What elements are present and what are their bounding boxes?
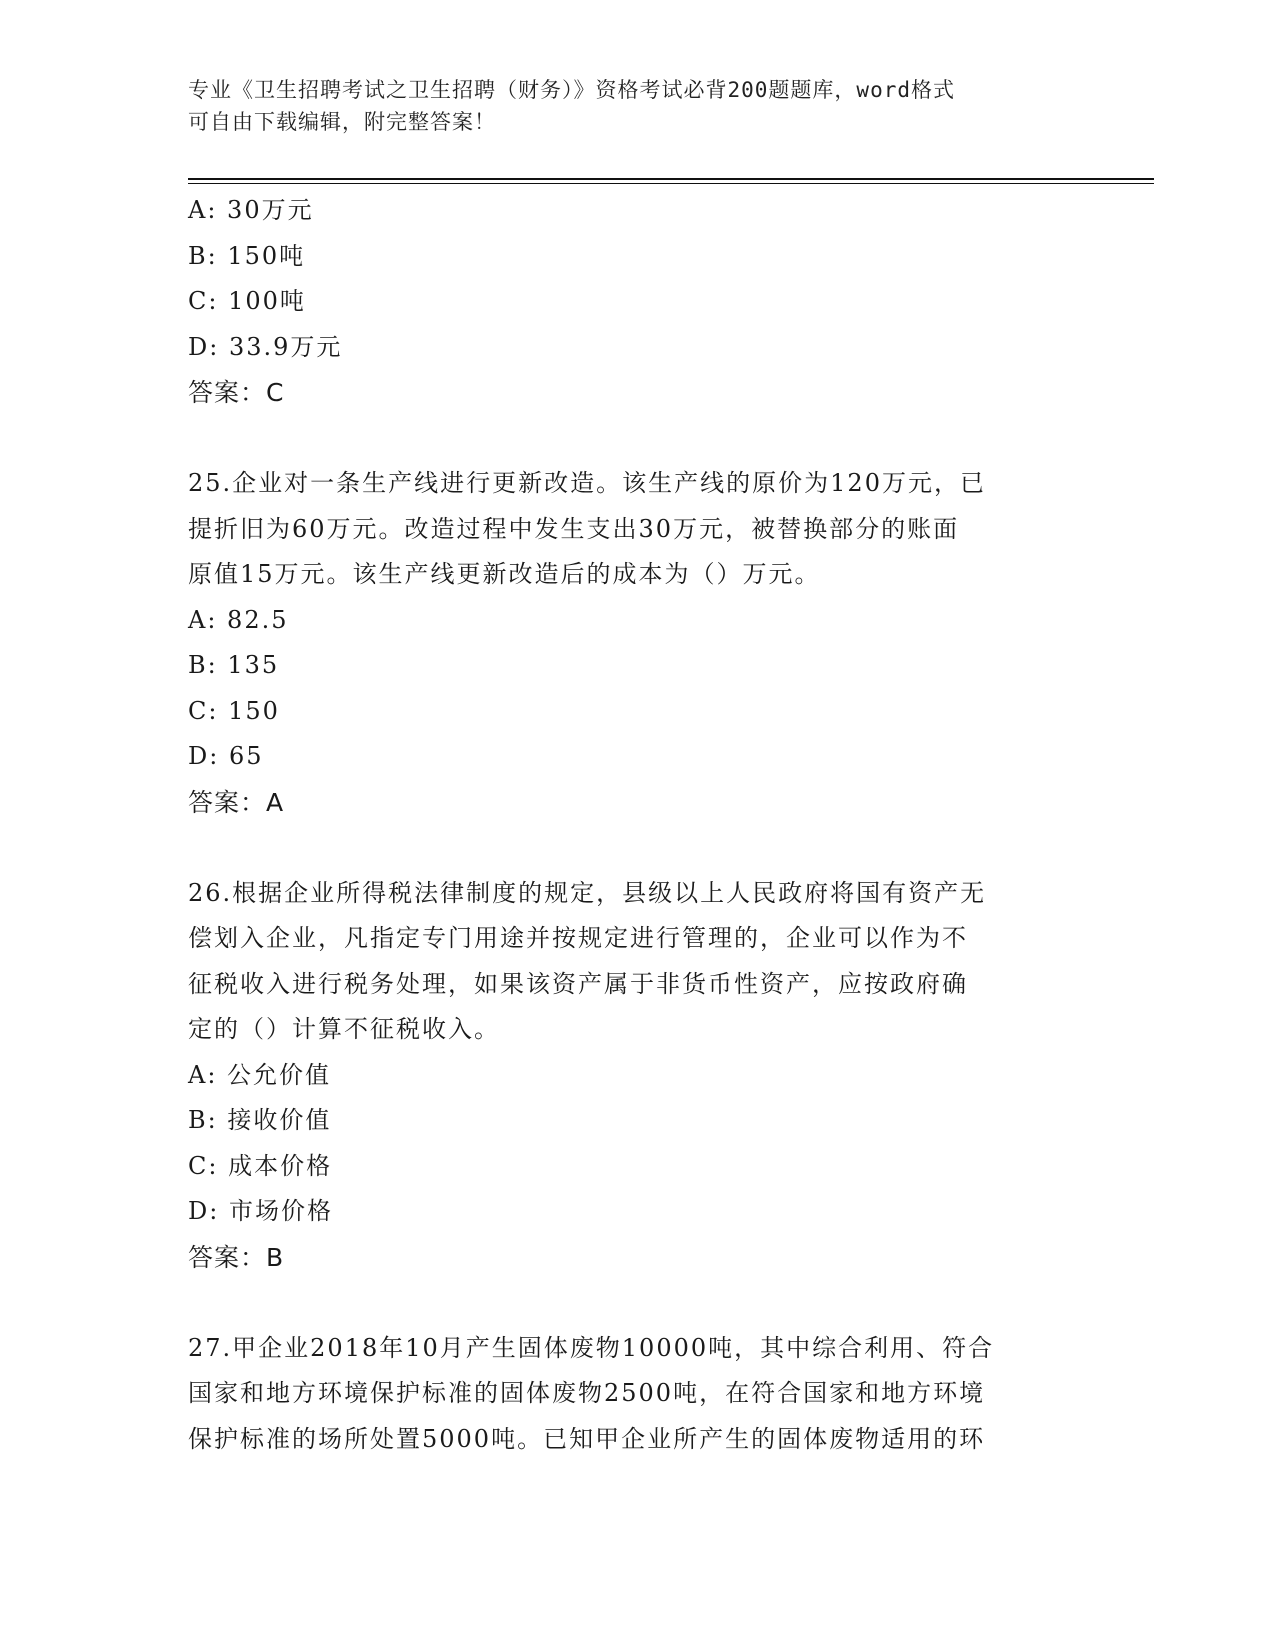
question-25-line-2: 提折旧为60万元。改造过程中发生支出30万元，被替换部分的账面 bbox=[188, 514, 960, 543]
question-26-line-4: 定的（）计算不征税收入。 bbox=[188, 1015, 500, 1043]
previous-question-block bbox=[188, 188, 1088, 416]
spacer bbox=[188, 825, 1088, 871]
option-b: B: 150吨 bbox=[188, 241, 306, 270]
question-27-line-2: 国家和地方环境保护标准的固体废物2500吨，在符合国家和地方环境 bbox=[188, 1379, 986, 1407]
header-rule-thick bbox=[188, 178, 1154, 180]
option-c: C: 100吨 bbox=[188, 287, 306, 315]
option-d: D: 65 bbox=[188, 742, 264, 770]
document-header bbox=[188, 74, 1068, 138]
header-line-1: 专业《卫生招聘考试之卫生招聘（财务）》资格考试必背200题题库，word格式 bbox=[188, 78, 955, 102]
option-c: C: 成本价格 bbox=[188, 1151, 333, 1180]
answer-line: 答案：C bbox=[188, 378, 285, 407]
question-27-line-3: 保护标准的场所处置5000吨。已知甲企业所产生的固体废物适用的环 bbox=[188, 1424, 986, 1453]
option-d: D: 市场价格 bbox=[188, 1197, 333, 1225]
header-rule-thin bbox=[188, 183, 1154, 184]
option-a: A: 公允价值 bbox=[188, 1060, 332, 1089]
question-26-line-3: 征税收入进行税务处理，如果该资产属于非货币性资产，应按政府确 bbox=[188, 969, 968, 998]
option-a: A: 82.5 bbox=[188, 605, 289, 634]
question-27-block bbox=[188, 1326, 1088, 1463]
question-25-line-3: 原值15万元。该生产线更新改造后的成本为（）万元。 bbox=[188, 560, 821, 588]
question-content bbox=[188, 188, 1088, 1462]
answer-line: 答案：A bbox=[188, 787, 285, 817]
question-27-line-1: 27.甲企业2018年10月产生固体废物10000吨，其中综合利用、符合 bbox=[188, 1333, 995, 1362]
header-line-2: 可自由下载编辑，附完整答案！ bbox=[188, 110, 496, 134]
option-d: D: 33.9万元 bbox=[188, 332, 343, 361]
option-b: B: 135 bbox=[188, 651, 280, 679]
spacer bbox=[188, 416, 1088, 462]
answer-line: 答案：B bbox=[188, 1242, 285, 1272]
question-25-line-1: 25.企业对一条生产线进行更新改造。该生产线的原价为120万元，已 bbox=[188, 469, 986, 497]
question-26-block bbox=[188, 871, 1088, 1281]
question-26-line-2: 偿划入企业，凡指定专门用途并按规定进行管理的，企业可以作为不 bbox=[188, 924, 968, 952]
option-a: A: 30万元 bbox=[188, 196, 314, 224]
option-b: B: 接收价值 bbox=[188, 1106, 332, 1134]
spacer bbox=[188, 1280, 1088, 1326]
option-c: C: 150 bbox=[188, 696, 280, 725]
question-25-block bbox=[188, 461, 1088, 825]
question-26-line-1: 26.根据企业所得税法律制度的规定，县级以上人民政府将国有资产无 bbox=[188, 878, 987, 907]
